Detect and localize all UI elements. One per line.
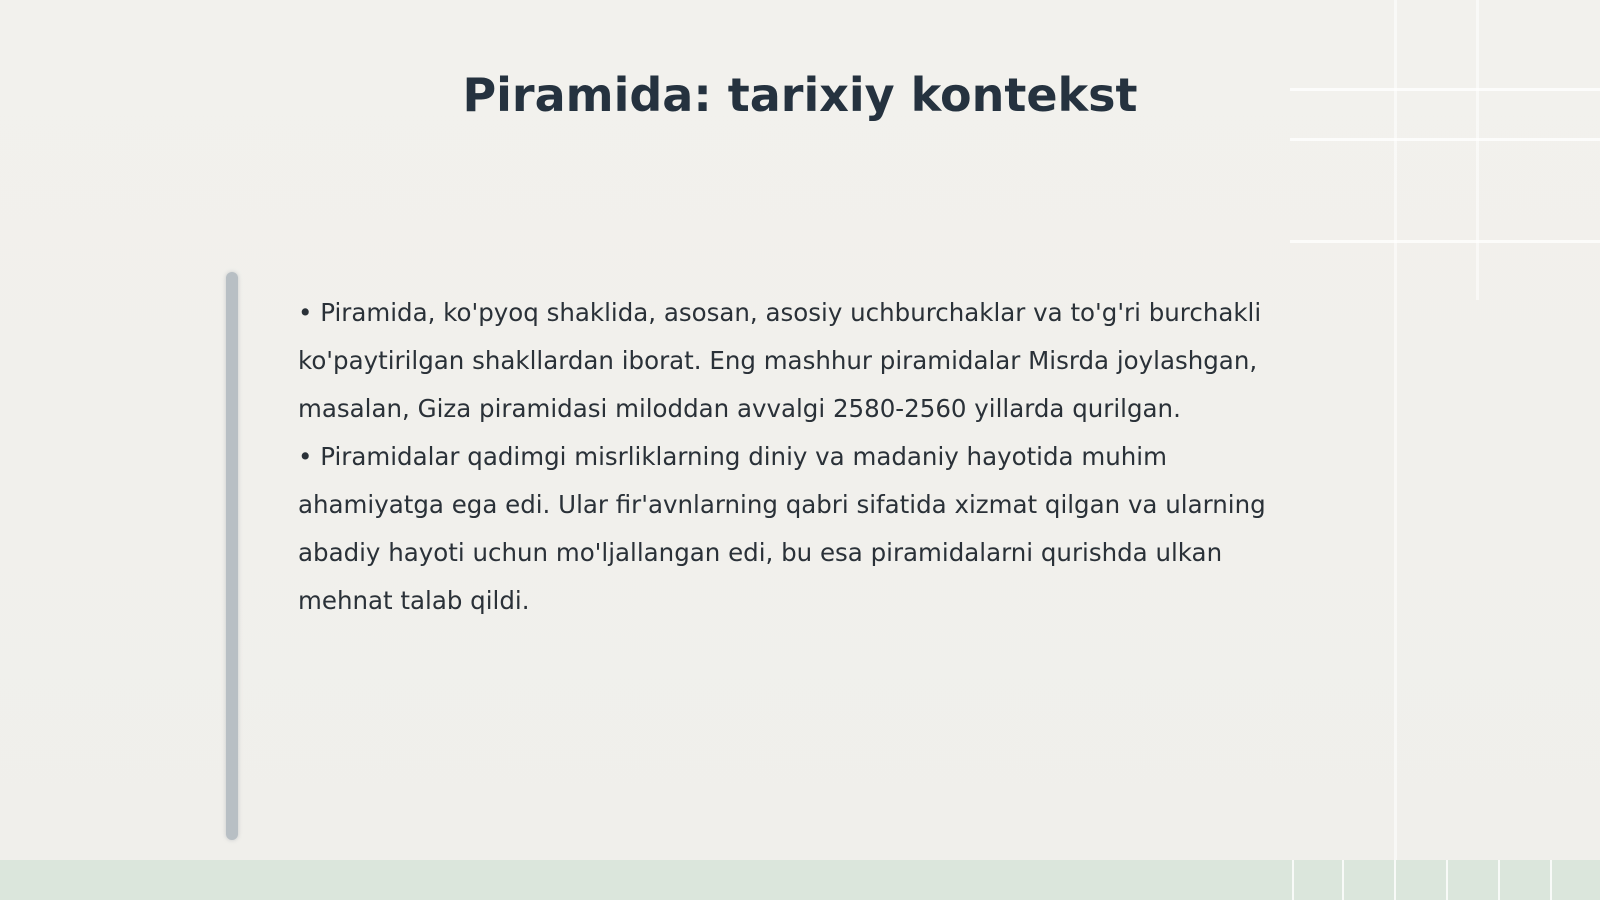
band-divider [1292,860,1294,900]
band-divider [1550,860,1552,900]
grid-line [1476,0,1479,300]
slide-body [298,289,1288,625]
band-divider [1342,860,1344,900]
band-divider [1446,860,1448,900]
grid-line [1394,0,1397,900]
bottom-band [0,860,1600,900]
bullet-item: • Piramida, ko'pyoq shaklida, asosan, asosiy uchburchaklar va to'g'ri burchakli ko'paytirilgan shakllardan iborat. Eng mashhur piramidalar Misrda joylashgan, masalan, Giza piramidasi miloddan avvalgi 2580-2560 yillarda qurilgan. [298,298,1262,423]
grid-line [1290,138,1600,141]
band-divider [1394,860,1396,900]
grid-line [1290,240,1600,243]
bullet-item: • Piramidalar qadimgi misrliklarning diniy va madaniy hayotida muhim ahamiyatga ega edi. Ular fir'avnlarning qabri sifatida xizmat qilgan va ularning abadiy hayoti uchun mo'ljallangan edi, bu esa piramidalarni qurishda ulkan mehnat talab qildi. [298,442,1266,615]
accent-bar [226,272,238,840]
slide-title: Piramida: tarixiy kontekst [462,68,1138,122]
grid-decoration [1290,0,1600,900]
band-divider [1498,860,1500,900]
